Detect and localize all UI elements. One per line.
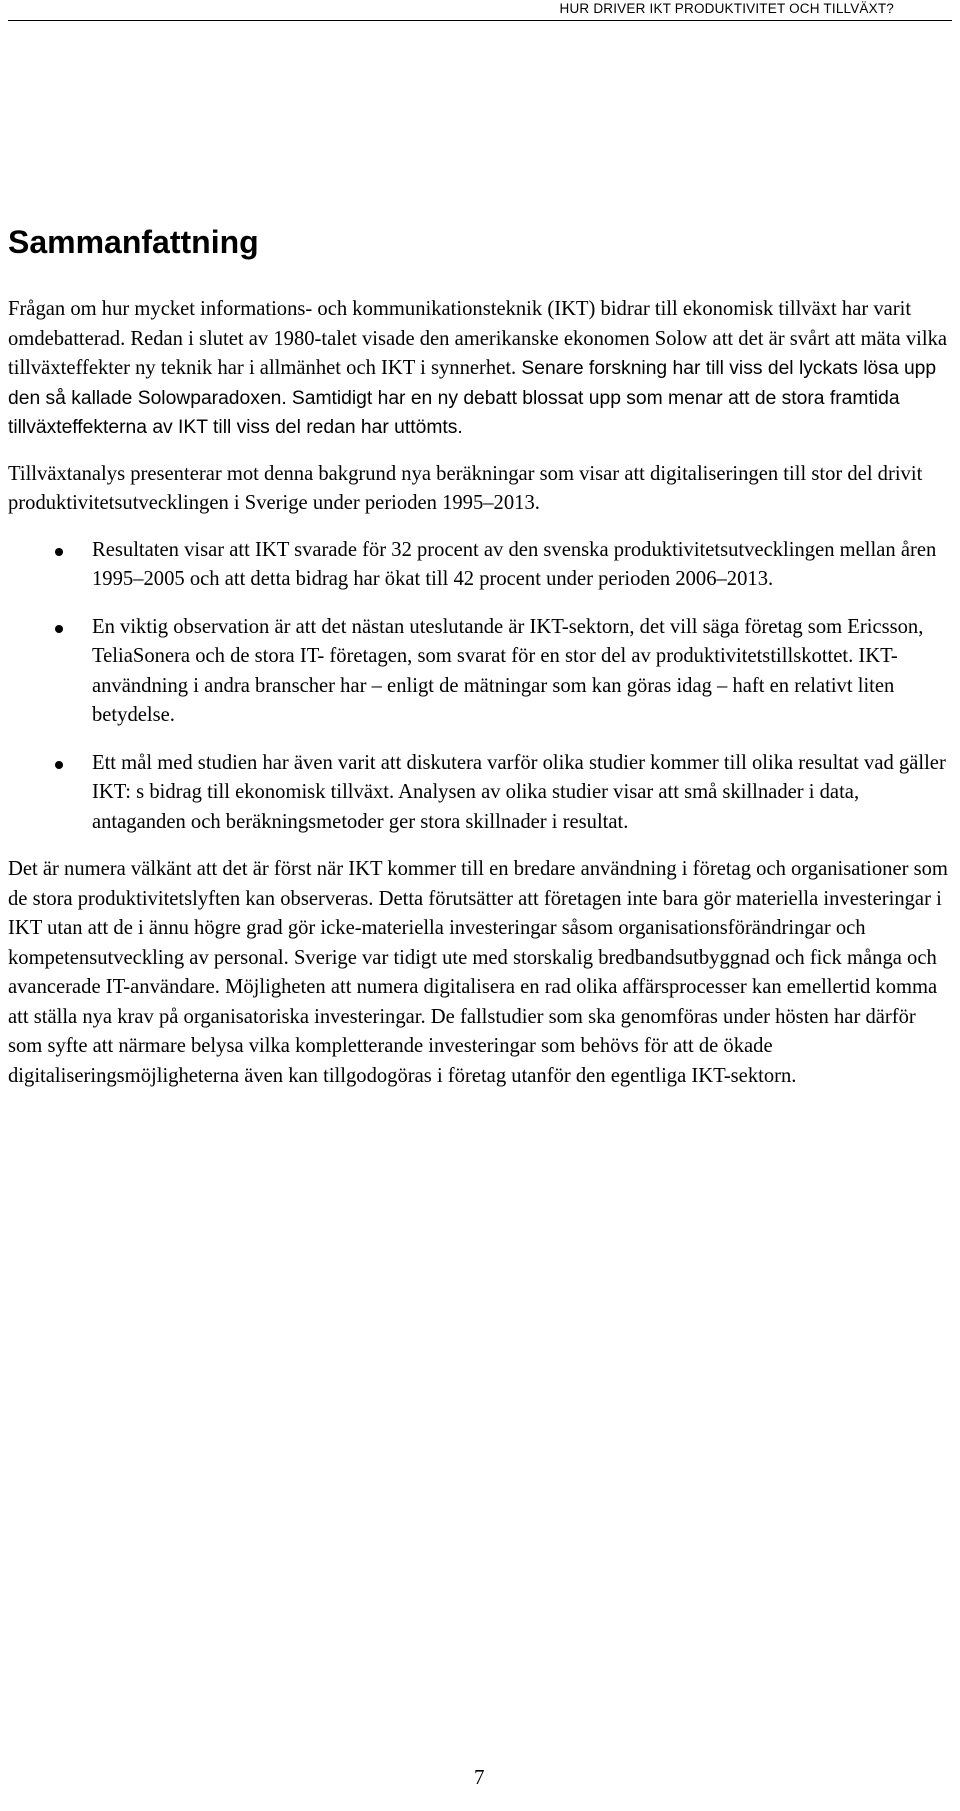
document-body [8,295,952,1108]
bullet-text: Ett mål med studien har även varit att diskutera varför olika studier kommer till olika resultat vad gäller IKT: s bidrag till ekonomisk tillväxt. Analysen av olika studier visar att små skillnader i data, antaganden och beräkningsmetoder ger stora skillnader i resultat. [92,751,946,833]
header-rule [8,20,952,21]
bullet-text: En viktig observation är att det nästan uteslutande är IKT-sektorn, det vill säga företag som Ericsson, TeliaSonera och de stora IT- företagen, som svarat för en stor del av produktivitetstillskottet. IKT-användning i andra branscher har – enligt de mätningar som kan göras idag – haft en relativt liten betydelse. [92,615,924,726]
bullet-item [8,749,952,838]
bullet-item [8,613,952,731]
paragraph-conclusion: Det är numera välkänt att det är först när IKT kommer till en bredare användning i företag och organisationer som de stora produktivitetslyften kan observeras. Detta förutsätter att företagen inte bara gör materiella investeringar i IKT utan att de i ännu högre grad gör icke-materiella investeringar såsom organisationsförändringar och kompetensutveckling av personal. Sverige var tidigt ute med storskalig bredbandsutbyggnad och fick många och avancerade IT-användare. Möjligheten att numera digitalisera en rad olika affärsprocesser kan emellertid komma att ställa nya krav på organisatoriska investeringar. De fallstudier som ska genomföras under hösten har därför som syfte att närmare belysa vilka kompletterande investeringar som behövs för att de ökade digitaliseringsmöjligheterna även kan tillgodogöras i företag utanför den egentliga IKT-sektorn. [8,858,948,1087]
running-header: HUR DRIVER IKT PRODUKTIVITET OCH TILLVÄXT? [559,1,894,16]
paragraph-tillvaxtanalys: Tillväxtanalys presenterar mot denna bakgrund nya beräkningar som visar att digitaliseringen till stor del drivit produktivitetsutvecklingen i Sverige under perioden 1995–2013. [8,462,923,514]
section-title: Sammanfattning [8,224,259,260]
intro-paragraph [8,295,952,443]
intro-part-1: Frågan om hur mycket informations- och kommunikationsteknik (IKT) bidrar till ekonomisk tillväxt har varit omdebatterad. Redan i slutet av 1980-talet visade den amerikanske ekonomen Solow att det är svårt att mäta vilka tillväxteffekter ny teknik har i allmänhet och IKT i synnerhet. [8,298,948,379]
bullet-text: Resultaten visar att IKT svarade för 32 procent av den svenska produktivitetsutvecklingen mellan åren 1995–2005 och att detta bidrag har ökat till 42 procent under perioden 2006–2013. [92,538,937,590]
intro-part-2: Senare forskning har till viss del lyckats lösa upp den så kallade Solowparadoxen. [8,358,937,409]
bullet-icon [55,548,63,556]
bullet-icon [55,625,63,633]
page-number: 7 [474,1765,485,1789]
bullet-list [8,536,952,838]
intro-part-3: Samtidigt har en ny debatt blossat upp som menar att de stora framtida tillväxteffekterna av IKT till viss del redan har uttömts. [8,387,900,438]
bullet-item [8,536,952,595]
bullet-icon [55,761,63,769]
